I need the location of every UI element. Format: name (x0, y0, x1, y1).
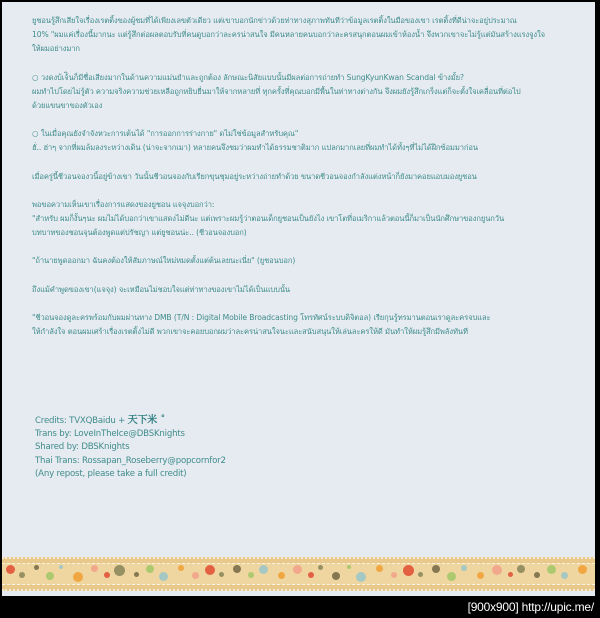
polka-dot (418, 572, 423, 577)
credits-source-cjk: 天下米 ˚ (127, 415, 166, 426)
polka-dot (259, 565, 268, 574)
polka-dot (104, 572, 110, 578)
polka-dot (34, 565, 39, 570)
text-line: "ถ้านายพูดออกมา ฉันคงต้องให้สัมภาษณ์ใหม่หมดตั้งแต่ต้นเลยนะเนี่ย" (ยูชอนบอก) (32, 256, 296, 266)
polka-dot (477, 572, 484, 579)
content-panel (2, 2, 595, 596)
polka-dot (461, 565, 467, 571)
polka-dot (219, 572, 224, 577)
polka-dot (46, 572, 54, 580)
polka-dot (248, 572, 254, 578)
watermark-text: [900x900] http://upic.me/ (467, 600, 594, 614)
thai-translator-credit: Thai Trans: Rossapan_Roseberry@popcornfor2 (35, 455, 226, 466)
polka-dot (233, 565, 241, 573)
credits-source: Credits: TVXQBaidu + (35, 416, 128, 426)
paragraph-3 (32, 127, 572, 155)
polka-dot (159, 572, 168, 581)
text-line: ฮั่.. ฮ่าๆ จากที่ผมล้มลงระหว่างเดิน (น่าจะจากเมา) หลายคนจึงชมว่าผมทำได้ธรรมชาติมาก แปลกมากเลยที่ผมทำได้ทั้งๆที่ไม่ได้ฝึกซ้อมมาก่อน (32, 143, 478, 153)
polka-dot (347, 565, 351, 569)
text-line: ด้วยแขนขาของตัวเอง (32, 101, 103, 111)
polka-dot (91, 565, 98, 572)
polka-dot (178, 565, 184, 571)
text-line: "ชีวอนจองดูละครพร้อมกับผมผ่านทาง DMB (T/N : Digital Mobile Broadcasting โทรทัศน์ระบบดิจิตอล) เรียกุนรู้ทรมานตอนเราดูละครจบและ (32, 312, 491, 322)
polka-dot (134, 572, 139, 577)
translator-credit: Trans by: LoveInTheIce@DBSKnights (35, 429, 185, 440)
text-line: ○ วงดงบ้เจ้ินก็มีชื่อเสียงมากในด้านความแม่นยำและถูกต้อง ลักษณะนิสัยแบบนั้นมีผลต่อการถ่ายทำ SungKyunKwan Scandal ข้างมั้ย? (32, 72, 464, 82)
polka-dot (278, 572, 285, 579)
polka-dot (308, 572, 314, 578)
polka-dot (547, 565, 556, 574)
polka-dot (517, 565, 525, 573)
polka-dot (293, 565, 302, 574)
text-line: พอขอความเห็นเขาเรื่องการแสดงของยูชอน แจจุงบอกว่า: (32, 199, 215, 209)
paragraph-6 (32, 254, 572, 268)
credits-line (35, 414, 435, 428)
polka-dot (19, 572, 25, 578)
text-line: ผมทำไปโดยไม่รู้ตัว ความจริงความช่วยเหลือถูกหยิบยื่นมาให้จากหลายที่ ทุกครั้งที่คุณบอกมีพื้นในท่าทางต่างกัน จึงผมยังรู้สึกเกร็งแต่ก็จะตั้งใจเคลื่อนที่ต่อไป (32, 86, 521, 96)
repost-notice: (Any repost, please take a full credit) (35, 468, 187, 479)
polka-dot (146, 565, 154, 573)
text-line: "สำหรับ ผมก็งั้นๆนะ ผมไม่ได้บอกว่าเขาแสดงไม่ดีนะ แต่เพราะผมรู้ว่าตอนเด็กยูชอนเป็นยังไง เขาโตที่อเมริกาแล้วตอนนี้ก็มาเป็นนักศึกษาของกยูนกวัน (32, 214, 505, 224)
paragraph-2 (32, 71, 572, 114)
polka-dot (432, 565, 440, 573)
paragraph-5 (32, 198, 572, 241)
polka-dot (73, 572, 83, 582)
polka-dot (403, 565, 414, 576)
article-body (32, 14, 572, 353)
polka-dot (534, 572, 540, 578)
polka-dot (492, 565, 502, 575)
credits-block (35, 414, 435, 481)
paragraph-1 (32, 14, 572, 57)
text-line: ให้ผมอย่างมาก (32, 44, 80, 54)
polka-dot (561, 572, 568, 579)
polka-dot (447, 572, 456, 581)
text-line: บทบาทของชอนจุนต้องพูดแต่ปรัชญา แต่ยูชอนน่ะ.. (ชีวอนจองบอก) (32, 228, 247, 238)
text-line: ○ ในเมื่อคุณยังจำจังหวะการเต้นได้ "การออกการร่างกาย" ดไม่ใช่ข้อมูลสำหรับคุณ" (32, 129, 299, 139)
polka-dot (356, 572, 366, 582)
polka-dot (59, 565, 63, 569)
polka-dot (508, 572, 513, 577)
paragraph-7 (32, 283, 572, 297)
polka-dot (6, 565, 15, 574)
decorative-polka-dot-ribbon (2, 557, 595, 591)
polka-dot (192, 572, 199, 579)
shared-by-credit: Shared by: DBSKnights (35, 442, 130, 453)
text-line: 10% "ผมแค่เรื่องนี้มากนะ แต่รู้สึกต่อผลตอบรับที่คนดูบอกว่าละครน่าสนใจ มีคนหลายคนบอกว่าละครสนุกตอนผมเข้าห้องน้ำ จึงพวกเขาจะไม่รู้แต่มันสร้างแรงจูงใจ (32, 30, 545, 40)
polka-dot (205, 565, 215, 575)
polka-dot (376, 565, 383, 572)
image-host-footer (0, 597, 600, 618)
polka-dot (578, 565, 587, 574)
polka-dot (318, 565, 323, 570)
polka-dot (332, 572, 340, 580)
text-line: เมื่อครู่นี้ชีวอนจองวนิ้อยู่ข้างเขา วันนั้นชีวอนจองกับเรียกขุนชุมอยู่ระหว่างถ่ายทำด้วย ขนาดชีวอนจองกำลังแต่งหน้าก็ยังมาคอยแอบมองยูชอน (32, 171, 477, 181)
text-line: ถึงแม้คำพูดของเขา(แจจุง) จะเหมือนไม่ชอบใจแต่ท่าทางของเขาไม่ได้เป็นแบบนั้น (32, 284, 291, 294)
polka-dot (114, 565, 125, 576)
paragraph-8 (32, 311, 572, 339)
polka-dot (391, 572, 397, 578)
paragraph-4 (32, 170, 572, 184)
text-line: ให้กำลังใจ ตอนผมเศร้าเรื่องเรตติ้งไม่ดี พวกเขาจะคอยบอกผมว่าละครน่าสนใจนะและสนับสนุนให้เล่นละครให้ดี มันทำให้ผมรู้สึกมีพลังทันที (32, 327, 468, 337)
text-line: ยูชอนรู้สึกเสียใจเรื่องเรตติ้งของผู้ชมที่ได้เพียงเลขตัวเดียว แต่เขาบอกนักข่าวด้วยท่าทางสุภาพทันทีว่าข้อมูลเรตติ้งในมือของเขา เรตติ้งที่ดีน่าจะอยู่ประมาณ (32, 16, 517, 25)
